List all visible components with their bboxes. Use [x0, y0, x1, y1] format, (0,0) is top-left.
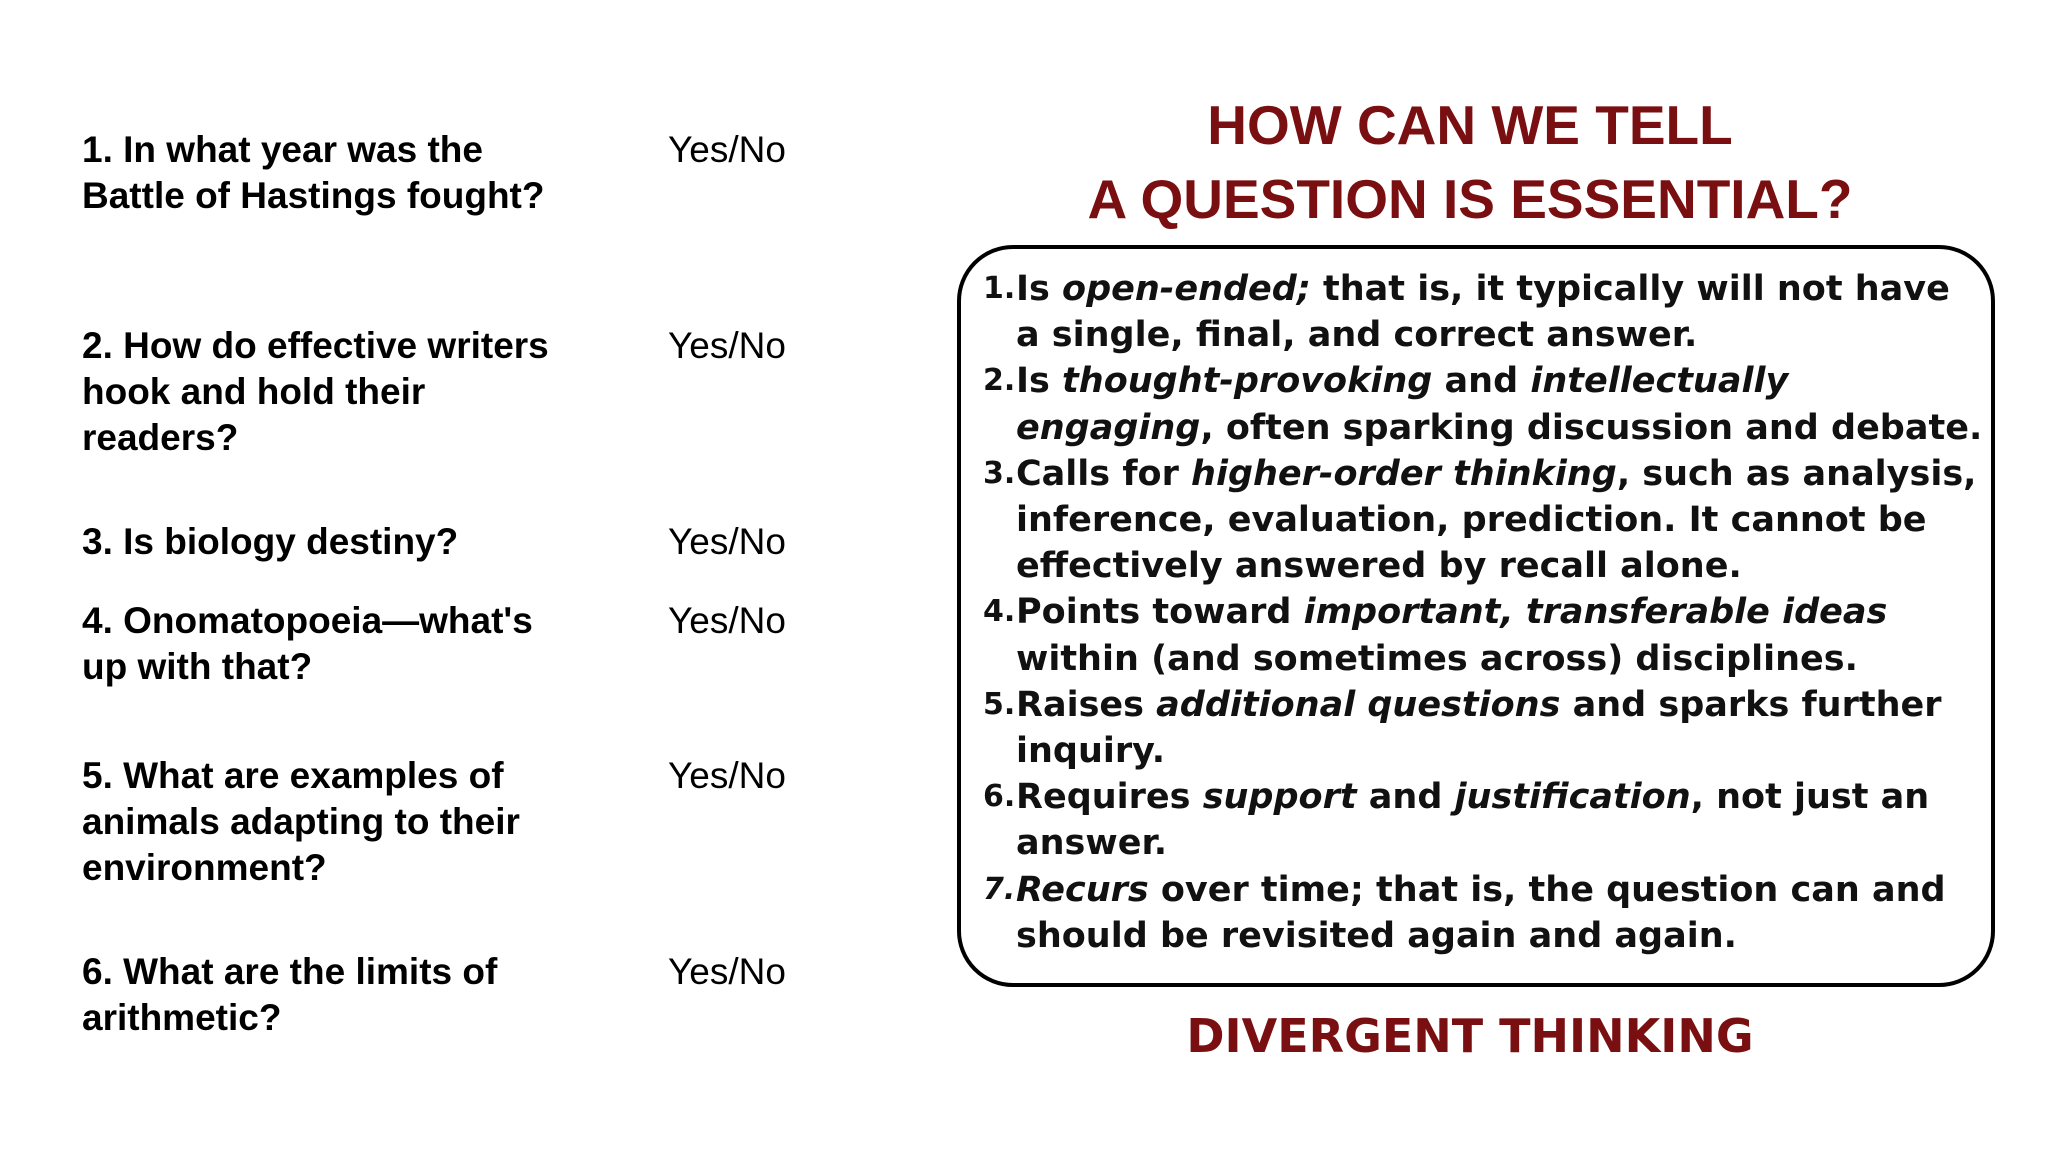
footer-label: DIVERGENT THINKING: [1186, 1009, 1754, 1063]
criteria-text: that is, it typically will not have a single, final, and correct answer.: [1016, 269, 1950, 356]
criteria-item: [983, 358, 1983, 450]
criteria-text: , often sparking discussion and debate.: [1200, 407, 1983, 448]
criteria-text: Points toward: [1016, 592, 1304, 633]
criteria-text: , such as analysis, inference, evaluation, prediction. It cannot be effectively answered by recall alone.: [1016, 453, 1977, 587]
yes-no-4: Yes/No: [668, 600, 786, 641]
yes-no-5: Yes/No: [668, 755, 786, 796]
title-line-1: HOW CAN WE TELL: [1207, 94, 1733, 156]
criteria-text: Raises: [1016, 684, 1157, 725]
criteria-emphasis: intellectually engaging: [1016, 361, 1789, 448]
question-5: 5. What are examples of animals adapting to their environment?: [82, 755, 520, 888]
criteria-item: [983, 451, 1983, 590]
criteria-number: 5.: [983, 686, 1016, 722]
criteria-text: and sparks further inquiry.: [1016, 684, 1942, 772]
criteria-text: within (and sometimes across) disciplines.: [1016, 638, 1858, 679]
criteria-emphasis: support: [1202, 777, 1357, 818]
criteria-item: [983, 774, 1983, 866]
criteria-emphasis: Recurs: [1016, 869, 1149, 910]
criteria-text: Requires: [1016, 777, 1203, 818]
criteria-text: Is: [1016, 361, 1063, 402]
criteria-item: [983, 682, 1983, 774]
criteria-emphasis: open-ended;: [1062, 269, 1311, 309]
criteria-item: [983, 589, 1983, 681]
criteria-text: and: [1432, 361, 1531, 402]
question-4: 4. Onomatopoeia—what's up with that?: [82, 600, 533, 687]
yes-no-1: Yes/No: [668, 129, 786, 170]
criteria-emphasis: additional questions: [1156, 684, 1561, 725]
criteria-text: Calls for: [1016, 453, 1192, 494]
criteria-number: 4.: [983, 594, 1016, 630]
criteria-item: [983, 867, 1983, 959]
question-2: 2. How do effective writers hook and hold their readers?: [82, 325, 549, 458]
criteria-text: and: [1356, 777, 1455, 818]
criteria-emphasis: important, transferable ideas: [1303, 592, 1888, 633]
question-6: 6. What are the limits of arithmetic?: [82, 951, 498, 1038]
criteria-text: over time; that is, the question can and should be revisited again and again.: [1016, 869, 1946, 956]
question-3: 3. Is biology destiny?: [82, 521, 459, 562]
yes-no-3: Yes/No: [668, 521, 786, 562]
criteria-number: 1.: [983, 271, 1016, 306]
criteria-emphasis: higher-order thinking: [1191, 453, 1617, 494]
slide-title: [960, 88, 1980, 236]
criteria-emphasis: thought-provoking: [1062, 361, 1433, 402]
criteria-number: 3.: [983, 455, 1016, 491]
criteria-item: [983, 266, 1983, 358]
criteria-list: [983, 266, 1983, 959]
criteria-text: Is: [1016, 269, 1063, 309]
criteria-number: 2.: [983, 363, 1016, 399]
criteria-emphasis: justification: [1454, 777, 1691, 818]
question-1: 1. In what year was the Battle of Hastings fought?: [82, 129, 545, 216]
criteria-number: 7.: [983, 871, 1016, 907]
yes-no-2: Yes/No: [668, 325, 786, 366]
criteria-number: 6.: [983, 779, 1016, 815]
criteria-text: , not just an answer.: [1016, 777, 1930, 864]
yes-no-6: Yes/No: [668, 951, 786, 992]
title-line-2: A QUESTION IS ESSENTIAL?: [1087, 168, 1853, 230]
